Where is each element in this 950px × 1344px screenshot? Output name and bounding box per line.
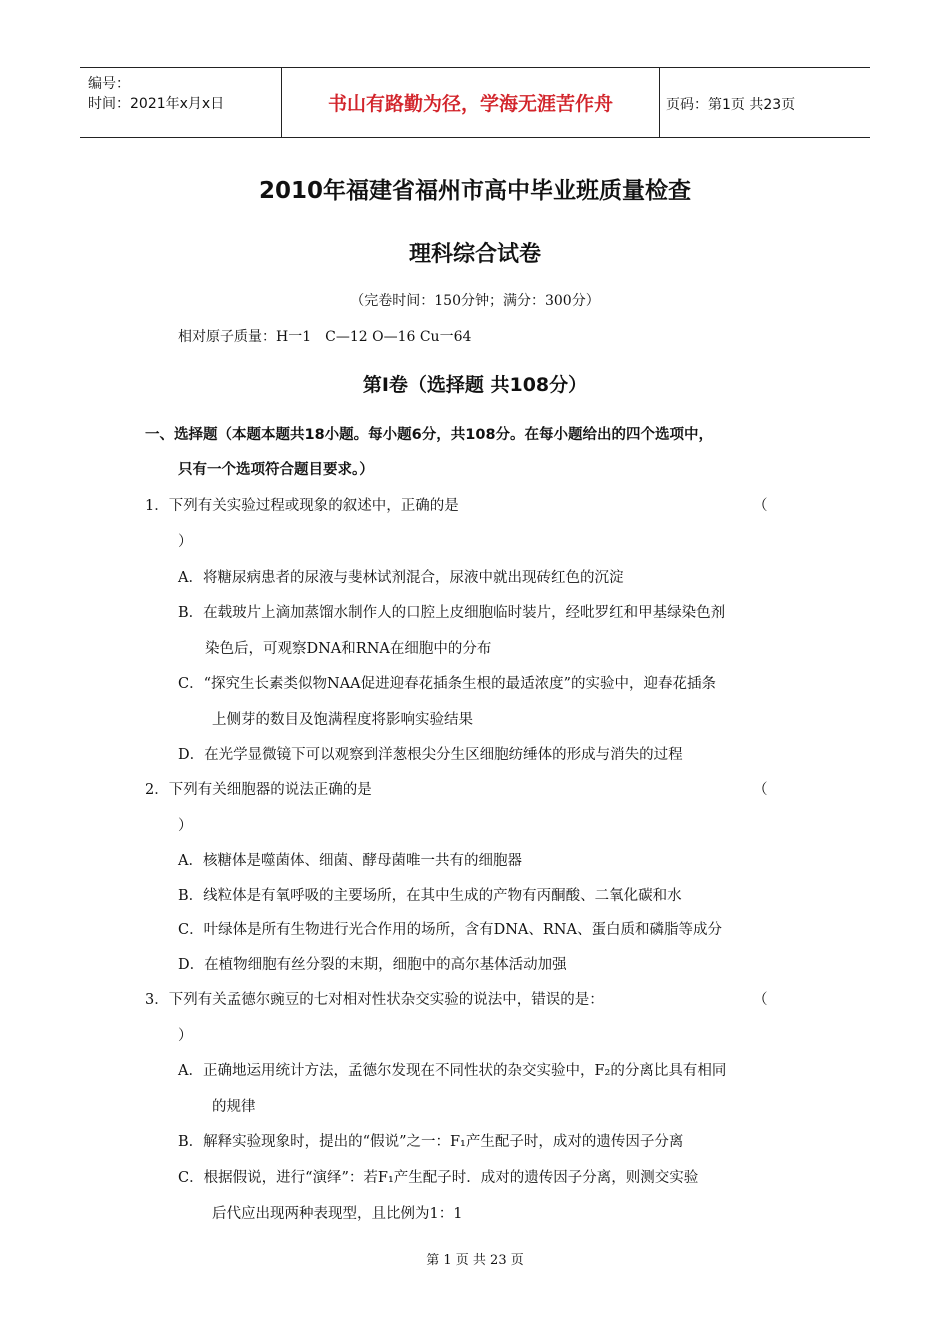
question-3-option-a: A．正确地运用统计方法，孟德尔发现在不同性状的杂交实验中，F₂的分离比具有相同 bbox=[178, 1063, 727, 1079]
question-3-paren-close: ） bbox=[178, 1028, 193, 1044]
question-1-option-c-cont: 上侧芽的数目及饱满程度将影响实验结果 bbox=[212, 712, 473, 728]
question-2-option-a: A．核糖体是噬菌体、细菌、酵母菌唯一共有的细胞器 bbox=[178, 853, 522, 869]
question-2-paren-close: ） bbox=[178, 818, 193, 834]
question-3-option-c-cont: 后代应出现两种表现型，且比例为1：1 bbox=[212, 1206, 463, 1222]
header-page-info: 页码：第1页 共23页 bbox=[666, 97, 796, 113]
section-heading-line1: 一、选择题（本题本题共18小题。每小题6分，共108分。在每小题给出的四个选项中， bbox=[145, 427, 714, 443]
question-3-option-b: B．解释实验现象时，提出的“假说”之一：F₁产生配子时，成对的遗传因子分离 bbox=[178, 1134, 684, 1150]
question-2-option-d: D．在植物细胞有丝分裂的末期，细胞中的高尔基体活动加强 bbox=[178, 957, 567, 973]
header-code-label: 编号： bbox=[88, 76, 130, 92]
question-2-option-c: C．叶绿体是所有生物进行光合作用的场所，含有DNA、RNA、蛋白质和磷脂等成分 bbox=[178, 922, 722, 938]
doc-title: 2010年福建省福州市高中毕业班质量检查 bbox=[258, 178, 691, 204]
question-1-option-b-cont: 染色后，可观察DNA和RNA在细胞中的分布 bbox=[205, 641, 492, 657]
question-1-option-b: B．在载玻片上滴加蒸馏水制作人的口腔上皮细胞临时装片，经吡罗红和甲基绿染色剂 bbox=[178, 605, 726, 621]
question-2-option-b: B．线粒体是有氧呼吸的主要场所，在其中生成的产物有丙酮酸、二氧化碳和水 bbox=[178, 888, 682, 904]
part-title: 第Ⅰ卷（选择题 共108分） bbox=[362, 374, 588, 396]
question-1-paren-close: ） bbox=[178, 534, 193, 550]
question-2-stem: 2．下列有关细胞器的说法正确的是 bbox=[145, 782, 372, 798]
doc-subtitle: 理科综合试卷 bbox=[408, 242, 541, 267]
question-2-paren-open: （ bbox=[753, 782, 768, 798]
page-footer: 第 1 页 共 23 页 bbox=[426, 1253, 524, 1268]
question-1-stem: 1．下列有关实验过程或现象的叙述中，正确的是 bbox=[145, 498, 459, 514]
section-heading-line2: 只有一个选项符合题目要求。） bbox=[178, 462, 374, 478]
header-motto: 书山有路勤为径，学海无涯苦作舟 bbox=[281, 68, 660, 137]
header-time-label: 时间：2021年x月x日 bbox=[88, 96, 225, 112]
question-1-option-c: C．“探究生长素类似物NAA促进迎春花插条生根的最适浓度”的实验中，迎春花插条 bbox=[178, 676, 717, 692]
question-3-stem: 3．下列有关孟德尔豌豆的七对相对性状杂交实验的说法中，错误的是： bbox=[145, 992, 604, 1008]
question-3-option-c: C．根据假说，进行“演绎”：若F₁产生配子时．成对的遗传因子分离，则测交实验 bbox=[178, 1170, 699, 1186]
atomic-mass-line: 相对原子质量：H一1 C—12 O—16 Cu一64 bbox=[178, 329, 472, 345]
page-header bbox=[80, 67, 870, 138]
question-3-option-a-cont: 的规律 bbox=[212, 1099, 256, 1115]
question-1-paren-open: （ bbox=[753, 498, 768, 514]
time-note: （完卷时间：150分钟；满分：300分） bbox=[350, 293, 600, 309]
header-meta bbox=[88, 74, 224, 114]
question-3-paren-open: （ bbox=[753, 992, 768, 1008]
question-1-option-a: A．将糖尿病患者的尿液与斐林试剂混合，尿液中就出现砖红色的沉淀 bbox=[178, 570, 624, 586]
question-1-option-d: D．在光学显微镜下可以观察到洋葱根尖分生区细胞纺缍体的形成与消失的过程 bbox=[178, 747, 683, 763]
